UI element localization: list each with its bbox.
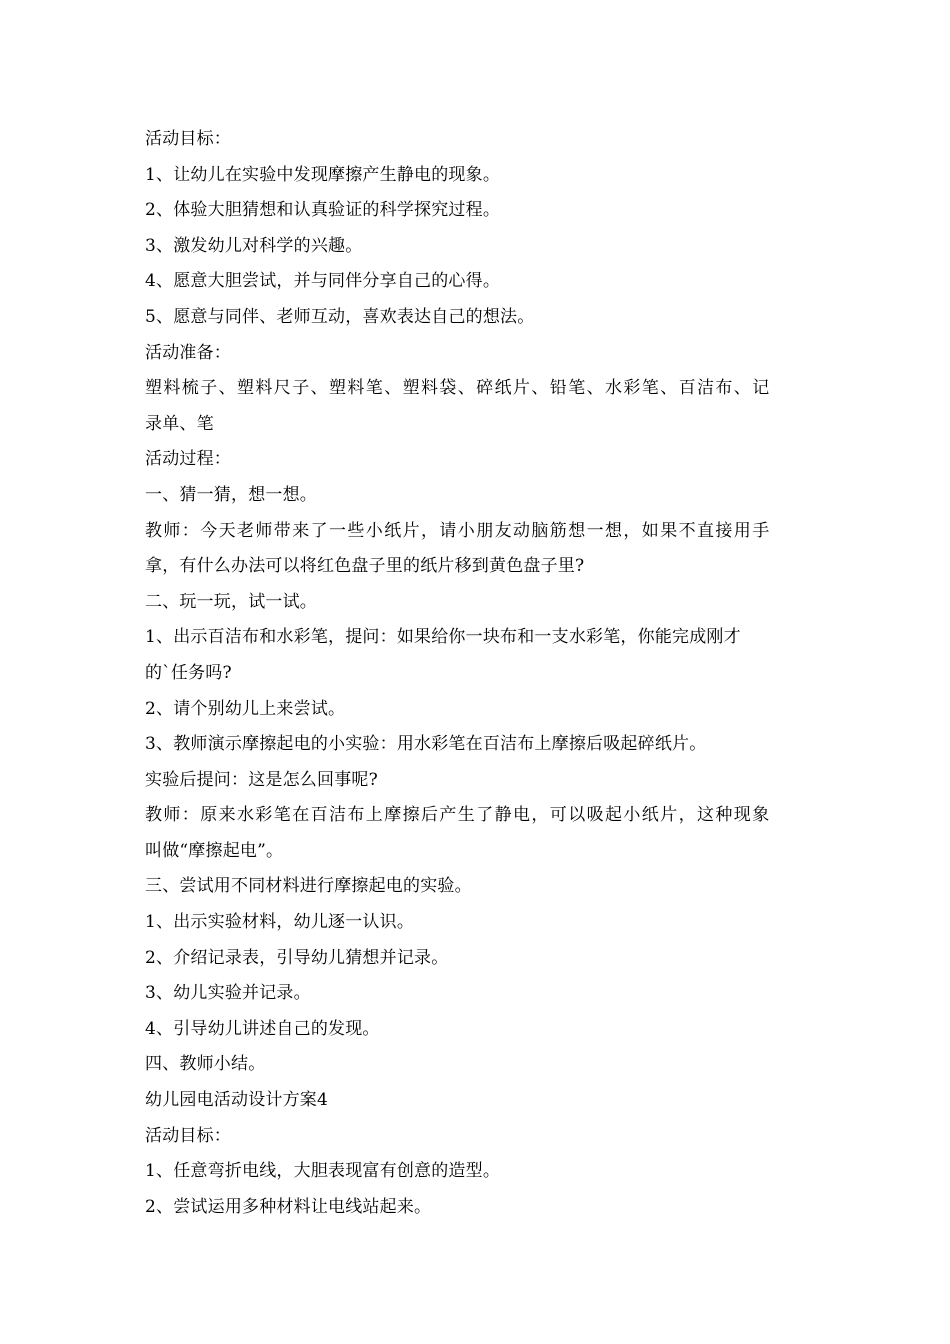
teacher-speech-2-line-2: 叫做“摩擦起电”。 — [145, 840, 284, 861]
plan-title-4: 幼儿园电活动设计方案4 — [145, 1090, 329, 1111]
step-3-item-1: 1、出示实验材料，幼儿逐一认识。 — [145, 912, 415, 933]
document-body — [145, 122, 810, 1225]
section-heading-goals-2: 活动目标： — [145, 1125, 231, 1146]
step-heading-3: 三、尝试用不同材料进行摩擦起电的实验。 — [145, 876, 472, 897]
materials-text-line-1: 塑料梳子、塑料尺子、塑料笔、塑料袋、碎纸片、铅笔、水彩笔、百洁布、记 — [145, 378, 771, 399]
step-2-item-2: 2、请个别幼儿上来尝试。 — [145, 698, 346, 719]
goal-item-3: 3、激发幼儿对科学的兴趣。 — [145, 235, 363, 256]
teacher-speech-1-line-1: 教师：今天老师带来了一些小纸片，请小朋友动脑筋想一想，如果不直接用手 — [145, 520, 771, 541]
section-heading-goals: 活动目标： — [145, 129, 231, 149]
section-heading-preparation: 活动准备： — [145, 342, 231, 363]
step-2-item-3: 3、教师演示摩擦起电的小实验：用水彩笔在百洁布上摩擦后吸起碎纸片。 — [145, 734, 707, 755]
post-experiment-question: 实验后提问：这是怎么回事呢? — [145, 769, 378, 790]
section-heading-process: 活动过程： — [145, 449, 231, 470]
teacher-speech-1-line-2: 拿，有什么办法可以将红色盘子里的纸片移到黄色盘子里? — [145, 556, 585, 577]
materials-text-line-2: 录单、笔 — [145, 413, 214, 434]
teacher-speech-2-line-1: 教师：原来水彩笔在百洁布上摩擦后产生了静电，可以吸起小纸片，这种现象 — [145, 805, 771, 826]
goal-2-item-2: 2、尝试运用多种材料让电线站起来。 — [145, 1196, 432, 1217]
goal-2-item-1: 1、任意弯折电线，大胆表现富有创意的造型。 — [145, 1161, 501, 1182]
step-2-item-1-line-1: 1、出示百洁布和水彩笔，提问：如果给你一块布和一支水彩笔，你能完成刚才 — [145, 627, 741, 648]
step-3-item-2: 2、介绍记录表，引导幼儿猜想并记录。 — [145, 947, 449, 968]
goal-item-5: 5、愿意与同伴、老师互动，喜欢表达自己的想法。 — [145, 306, 535, 327]
step-heading-4: 四、教师小结。 — [145, 1054, 266, 1075]
goal-item-4: 4、愿意大胆尝试，并与同伴分享自己的心得。 — [145, 271, 501, 292]
step-3-item-4: 4、引导幼儿讲述自己的发现。 — [145, 1018, 380, 1039]
step-heading-2: 二、玩一玩，试一试。 — [145, 591, 317, 612]
goal-item-1: 1、让幼儿在实验中发现摩擦产生静电的现象。 — [145, 164, 501, 185]
step-2-item-1-line-2: 的`任务吗? — [145, 662, 232, 683]
step-heading-1: 一、猜一猜，想一想。 — [145, 484, 317, 505]
goal-item-2: 2、体验大胆猜想和认真验证的科学探究过程。 — [145, 200, 501, 221]
step-3-item-3: 3、幼儿实验并记录。 — [145, 983, 311, 1004]
